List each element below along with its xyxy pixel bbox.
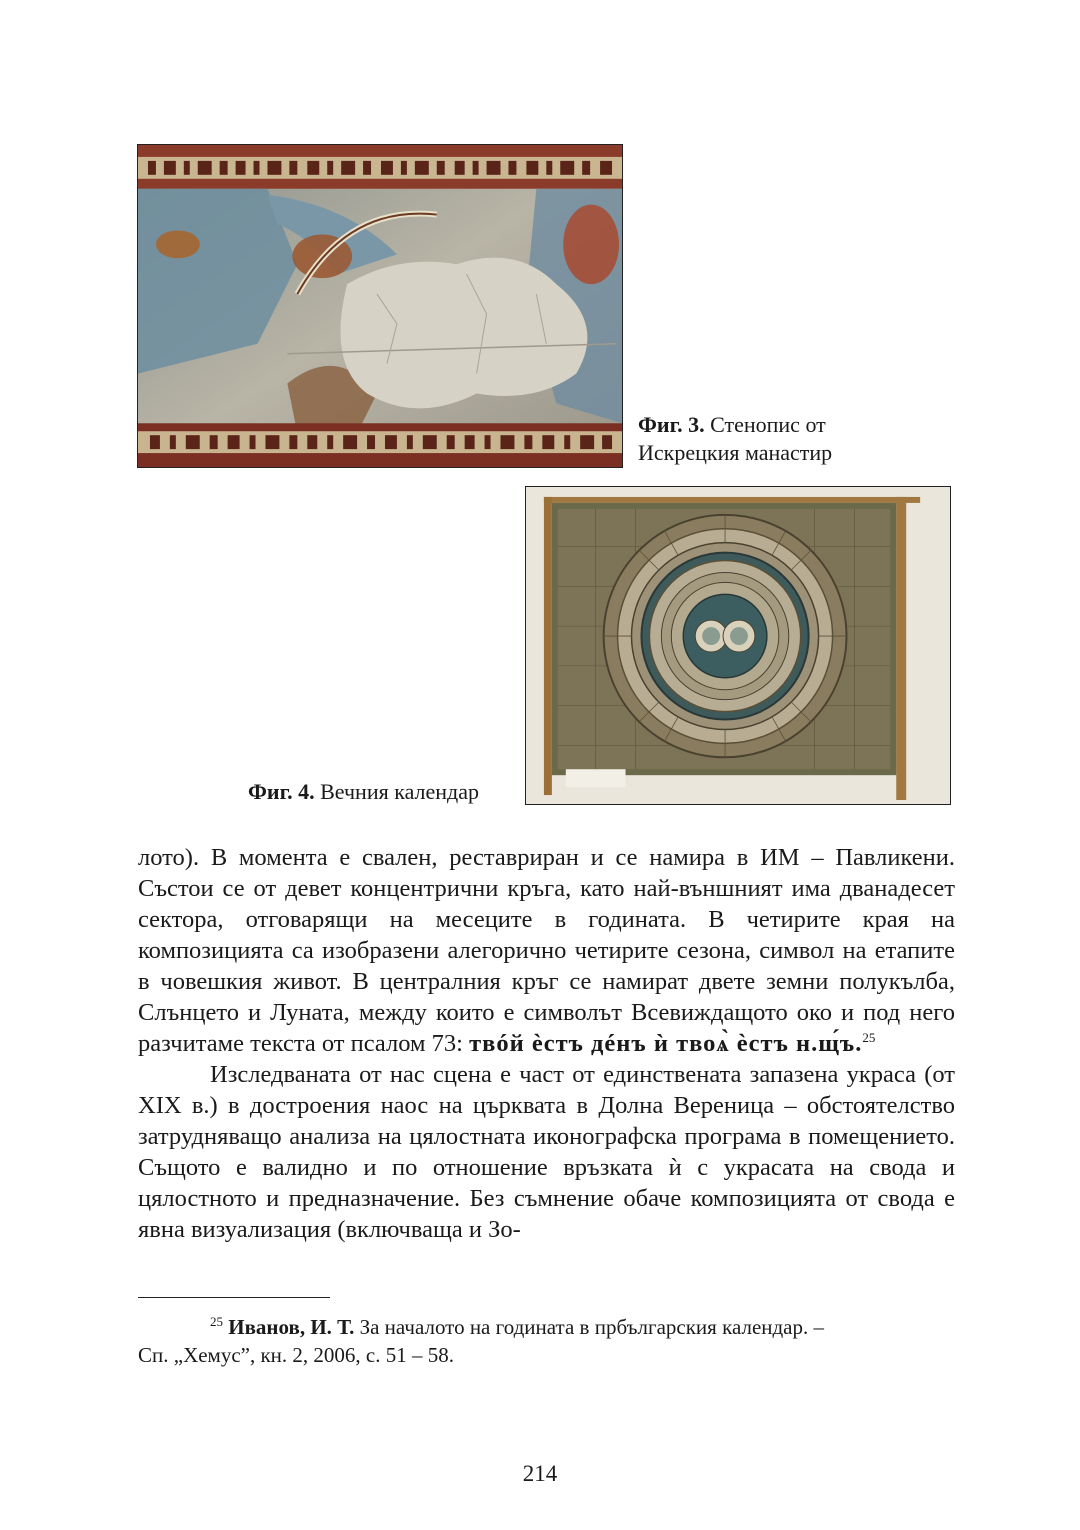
footnote-author: Иванов, И. Т.: [228, 1315, 355, 1339]
footnote: [138, 1313, 955, 1369]
figure-3-caption: [638, 411, 898, 467]
psalm-quote: твóй ѐстъ дéнъ ѝ твоѧ̀ ѐстъ н.щ́ъ.: [469, 1030, 863, 1057]
paragraph-2: [138, 1059, 955, 1245]
paragraph-2-text: Изследваната от нас сцена е част от единствената запазена украса (от XIX в.) в достроения наос на църквата в Долна Вереница – обстоятелство затрудняващо анализа на цялостната иконографска програма в помещението. Същото е валидно и по отношение връзката ѝ с украсата на свода и цялостното и предназначение. Без съмнение обаче композицията от свода е явна визуализация (включваща и Зо-: [138, 1061, 955, 1243]
body-text: [138, 842, 955, 1245]
calendar-illustration: [526, 487, 950, 804]
figure-3-label: Фиг. 3.: [638, 412, 705, 437]
paragraph-1: [138, 842, 955, 1059]
footnote-text-line2: Сп. „Хемус”, кн. 2, 2006, с. 51 – 58.: [138, 1343, 454, 1367]
footnote-line1: [138, 1313, 955, 1341]
figure-4-image: [525, 486, 951, 805]
figure-3-caption-line2: Искрецкия манастир: [638, 440, 833, 465]
paragraph-1-text: лото). В момента е свален, реставриран и се намира в ИМ – Павликени. Състои се от девет концентрични кръга, като най-външният има дванадесет сектора, отговарящи на месеците в годината. В четирите края на композицията са изобразени алегорично четирите сезона, символ на етапите в човешкия живот. В централния кръг се намират двете земни полукълба, Слънцето и Луната, между които е символът Всевиждащото око и под него разчитаме текста от псалом 73:: [138, 844, 955, 1057]
footnote-text-line1: За началото на годината в прбългарския календар. –: [359, 1315, 825, 1339]
figure-3-image: [137, 144, 623, 468]
figure-4-caption-text: Вечния календар: [320, 779, 480, 804]
footnote-number: 25: [210, 1314, 223, 1329]
fresco-illustration: [138, 145, 622, 467]
figure-3-caption-line1: Стенопис от: [710, 412, 826, 437]
figure-4-caption: [248, 778, 523, 806]
figure-4-label: Фиг. 4.: [248, 779, 315, 804]
footnote-divider: [138, 1297, 330, 1298]
page-number: 214: [522, 1461, 558, 1486]
footnote-ref: 25: [862, 1029, 876, 1045]
